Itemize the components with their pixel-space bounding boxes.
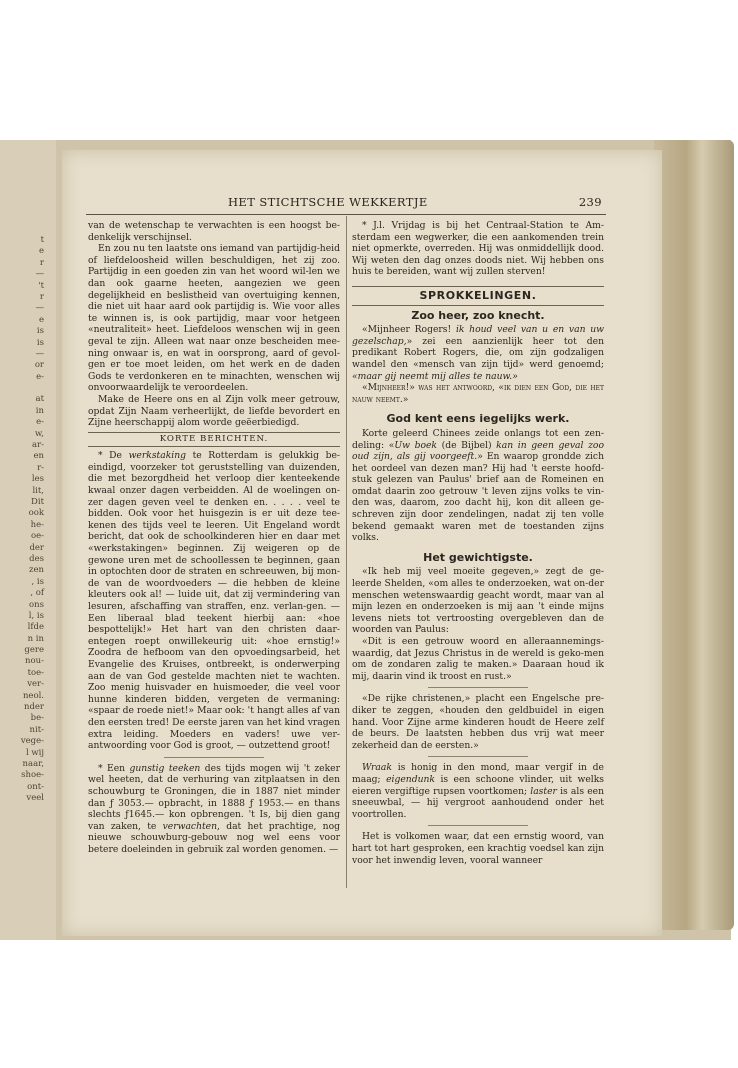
previous-page-fragment: r (39, 257, 44, 268)
section-heading: God kent eens iegelijks werk. (386, 412, 570, 426)
section-heading: Het gewichtigste. (423, 550, 533, 564)
previous-page-fragment: be- (30, 713, 44, 724)
previous-page-fragment: der (29, 542, 44, 553)
previous-page-fragment: l wij (25, 747, 44, 758)
previous-page-fragment: w, (35, 428, 44, 439)
news-item: * Een gunstig teeken des tijds mogen wij 't zeker wel heeten, dat de verhuring van zitplaatsen in den schouwburg te Groningen, die in 1887 niet minder dan ƒ 3053.— opbracht, in 1888 ƒ 1953.— en thans slechts ƒ1645.— kon opbrengen. 't Is, bij dien gang van zaken, te verwachten, dat het prachtige, nog nieuwe schouwburg-gebouw nog wel eens voor betere doeleinden in gebruik zal worden genomen. — (88, 762, 341, 855)
previous-page-fragment: shoe- (21, 770, 44, 781)
previous-page-fragment: toe- (27, 667, 44, 678)
previous-page-fragment: nou- (25, 656, 44, 667)
news-item: * J.l. Vrijdag is bij het Centraal-Station te Am-sterdam een wegwerker, die een aankomenden trein niet opmerkte, overreden. Hij was onmiddellijk dood. Wij weten den dag onzes doods niet. Wij hebben ons huis te bereiden, want wij zullen sterven! (352, 220, 604, 278)
previous-page-fragment: , is (31, 576, 44, 587)
previous-page-fragment: is (36, 326, 44, 337)
previous-page-fragment: ont- (27, 781, 44, 792)
previous-page-fragment: e (38, 246, 44, 257)
previous-page-fragment: veel (26, 793, 44, 804)
page-number: 239 (578, 195, 602, 209)
section-heading: Zoo heer, zoo knecht. (411, 308, 545, 322)
paragraph: Wraak is honig in den mond, maar vergif in de maag; eigendunk is een schoone vlinder, uit welks eieren vergiftige rupsen voortkomen; laster is als een sneeuwbal, — hij vergroot aanhoudend onder het voortrollen. (352, 762, 604, 820)
paragraph: van de wetenschap te verwachten is een hoogst be-denkelijk verschijnsel. (88, 220, 340, 243)
previous-page-edge (0, 140, 62, 940)
previous-page-fragment: r (39, 291, 44, 302)
previous-page-fragment: in (35, 405, 44, 416)
previous-page-fragment: gere (24, 645, 44, 656)
previous-page-fragment: is (36, 337, 44, 348)
previous-page-fragment: neol. (22, 690, 44, 701)
previous-page-fragment: r- (37, 462, 44, 473)
previous-page-fragment: t (40, 235, 44, 245)
korte-berichten-heading: KORTE BERICHTEN. (88, 432, 340, 448)
item-separator (428, 825, 529, 826)
previous-page-fragment: e- (36, 371, 44, 382)
previous-page-fragment: zen (29, 565, 44, 576)
paragraph: «Ik heb mij veel moeite gegeven,» zegt de ge-leerde Shelden, «om alles te onderzoeken, wat on-der menschen wetenswaardig geacht wordt, maar van al mijn lezen en onderzoeken is mij aan 't einde mijns levens niets tot vertroosting overgebleven dan de woorden van Paulus: (352, 566, 604, 636)
previous-page-fragment (4, 383, 44, 394)
previous-page-fragment: les (31, 474, 44, 485)
previous-page-fragment: n in (27, 633, 44, 644)
previous-page-fragment: e (38, 314, 44, 325)
previous-page-fragment: lfde (27, 622, 44, 633)
previous-page-fragment: vege- (20, 736, 44, 747)
news-item: * De werkstaking te Rotterdam is gelukkig be-eindigd, voorzeker tot geruststelling van duizenden, die met bezorgdheid het verloop dier kenteekende kwaal onzer dagen verbeidden. Al de woelingen on-zer dagen geven veel te denken en. . . . . veel te bidden. Ook voor het huisgezin is er uit deze tee-kenen des tijds veel te leeren. Uit Engeland wordt bericht, dat ook de schoolkinderen hier en daar met «werkstakingen» beginnen. Zij weigeren op de gewone uren met de schoollessen te beginnen, gaan in optochten door de straten en schreeuwen, bij mon-de van de woordvoeders — die hebben de kleine kleuters ook al! — luide uit, dat zij vermindering van lesuren, afschaffing van straffen, enz. verlan-gen. — Een liberaal blad teekent hierbij aan: «hoe bespottelijk!» Het hart van den christen daar-entegen roept onwillekeurig uit: «hoe ernstig!» Zoodra de hefboom van den opvoedingsarbeid, het Evangelie des Kruises, ontbreekt, is onderwerping aan de van God gestelde machten niet te wachten. Zoo menig huisvader en huismoeder, die veel voor hunne kinderen bidden, vergeten de vermaning: «spaar de roede niet!» Maar ook: 't hangt alles af van den eersten tred! De eerste jaren van het kind vragen extra leiding. Moeders en vaders! uwe ver-antwoording voor God is groot, — outzettend groot! (88, 450, 340, 752)
sprokkelingen-heading: SPROKKELINGEN. (352, 286, 604, 306)
previous-page-fragment: — (35, 348, 44, 359)
paragraph: Make de Heere ons en al Zijn volk meer getrouw, opdat Zijn Naam verheerlijkt, de liefde bevordert en Zijne heerschappij alom worde geëerbiedigd. (88, 393, 340, 429)
column-divider (346, 216, 347, 888)
previous-page-fragment: 't (38, 280, 44, 291)
right-column (352, 220, 604, 866)
previous-page-fragment: at (35, 394, 44, 405)
previous-page-fragment: ar- (31, 440, 44, 451)
running-header (228, 195, 608, 213)
running-title: HET STICHTSCHE WEKKERTJE (228, 195, 428, 209)
item-separator (428, 687, 529, 688)
previous-page-fragment: , of (30, 588, 44, 599)
paragraph: «De rijke christenen,» placht een Engelsche pre-diker te zeggen, «houden den geldbuidel in eigen hand. Voor Zijne arme kinderen houdt de Heere zelf de beurs. De laatsten hebben dus vrij wat meer zekerheid dan de eersten.» (352, 693, 604, 751)
previous-page-text-fragments (4, 235, 44, 805)
previous-page-fragment: ver- (27, 679, 44, 690)
paragraph: «Mijnheer!» was het antwoord, «ik dien een God, die het nauw neemt.» (352, 382, 604, 405)
previous-page-fragment: des (29, 553, 44, 564)
previous-page-fragment: he- (30, 519, 44, 530)
previous-page-fragment: nit- (29, 724, 44, 735)
left-column (88, 220, 340, 855)
previous-page-fragment: l, is (28, 610, 44, 621)
header-rule (86, 214, 606, 215)
previous-page-fragment: ook (28, 508, 44, 519)
paragraph: En zou nu ten laatste ons iemand van partijdig-heid of liefdeloosheid willen beschuldigen, het zij zoo. Partijdig in een goeden zin van het woord wil-len we dan ook gaarne heeten, aangezien we geen degelijkheid en beslistheid van overtuiging kennen, die niet uit haar aard ook partijdig is. Wie voor alles te winnen is, is ook partijdig, maar voor hetgeen «neutraliteit» heet. Liefdeloos wenschen wij in geen geval te zijn. Alleen wat naar onze bescheiden mee-ning onwaar is, en wat in oorsprong, aard of gevol-gen er toe moet leiden, om het werk en de daden Gods te verdonkeren en te minachten, wenschen wij onvoorwaardelijk te veroordeelen. (88, 243, 340, 394)
previous-page-fragment: lit, (32, 485, 44, 496)
previous-page-fragment: oe- (30, 531, 44, 542)
previous-page-fragment: en (33, 451, 44, 462)
item-separator (164, 757, 265, 758)
previous-page-fragment: ons (29, 599, 44, 610)
paragraph: Korte geleerd Chinees zeide onlangs tot een zen-deling: «Uw boek (de Bijbel) kan in geen geval zoo oud zijn, als gij voorgeeft.» En waarop grondde zich het oordeel van dezen man? Hij had 't eerste hoofd-stuk gelezen van Paulus' brief aan de Romeinen en omdat daarin zoo getrouw 't leven zijns volks te vin-den was, daarom, zoo dacht hij, kon dit alleen ge-schreven zijn door zendelingen, nadat zij ten volle bekend gemaakt waren met de toestanden zijns volks. (352, 427, 604, 544)
paragraph: «Dit is een getrouw woord en alleraannemings-waardig, dat Jezus Christus in de wereld is geko-men om de zondaren zalig te maken.» Daaraan houd ik mij, daarin vind ik troost en rust.» (352, 636, 604, 682)
item-separator (428, 756, 529, 757)
previous-page-fragment: Dit (31, 496, 44, 507)
paragraph: Het is volkomen waar, dat een ernstig woord, van hart tot hart gesproken, een krachtig voedsel kan zijn voor het inwendig leven, vooral wanneer (352, 831, 604, 866)
previous-page-fragment: e- (36, 417, 44, 428)
previous-page-fragment: naar, (22, 758, 44, 769)
previous-page-fragment: — (35, 269, 44, 280)
previous-page-fragment: or (34, 360, 44, 371)
book-page-stack (654, 140, 734, 930)
previous-page-fragment: nder (23, 702, 44, 713)
paragraph: «Mijnheer Rogers! ik houd veel van u en van uw gezelschap,» zei een aanzienlijk heer tot den predikant Robert Rogers, die, om zijn godzaligen wandel den «mensch van zijn tijd» werd genoemd; «maar gij neemt mij alles te nauw.» (352, 324, 604, 382)
previous-page-fragment: — (35, 303, 44, 314)
